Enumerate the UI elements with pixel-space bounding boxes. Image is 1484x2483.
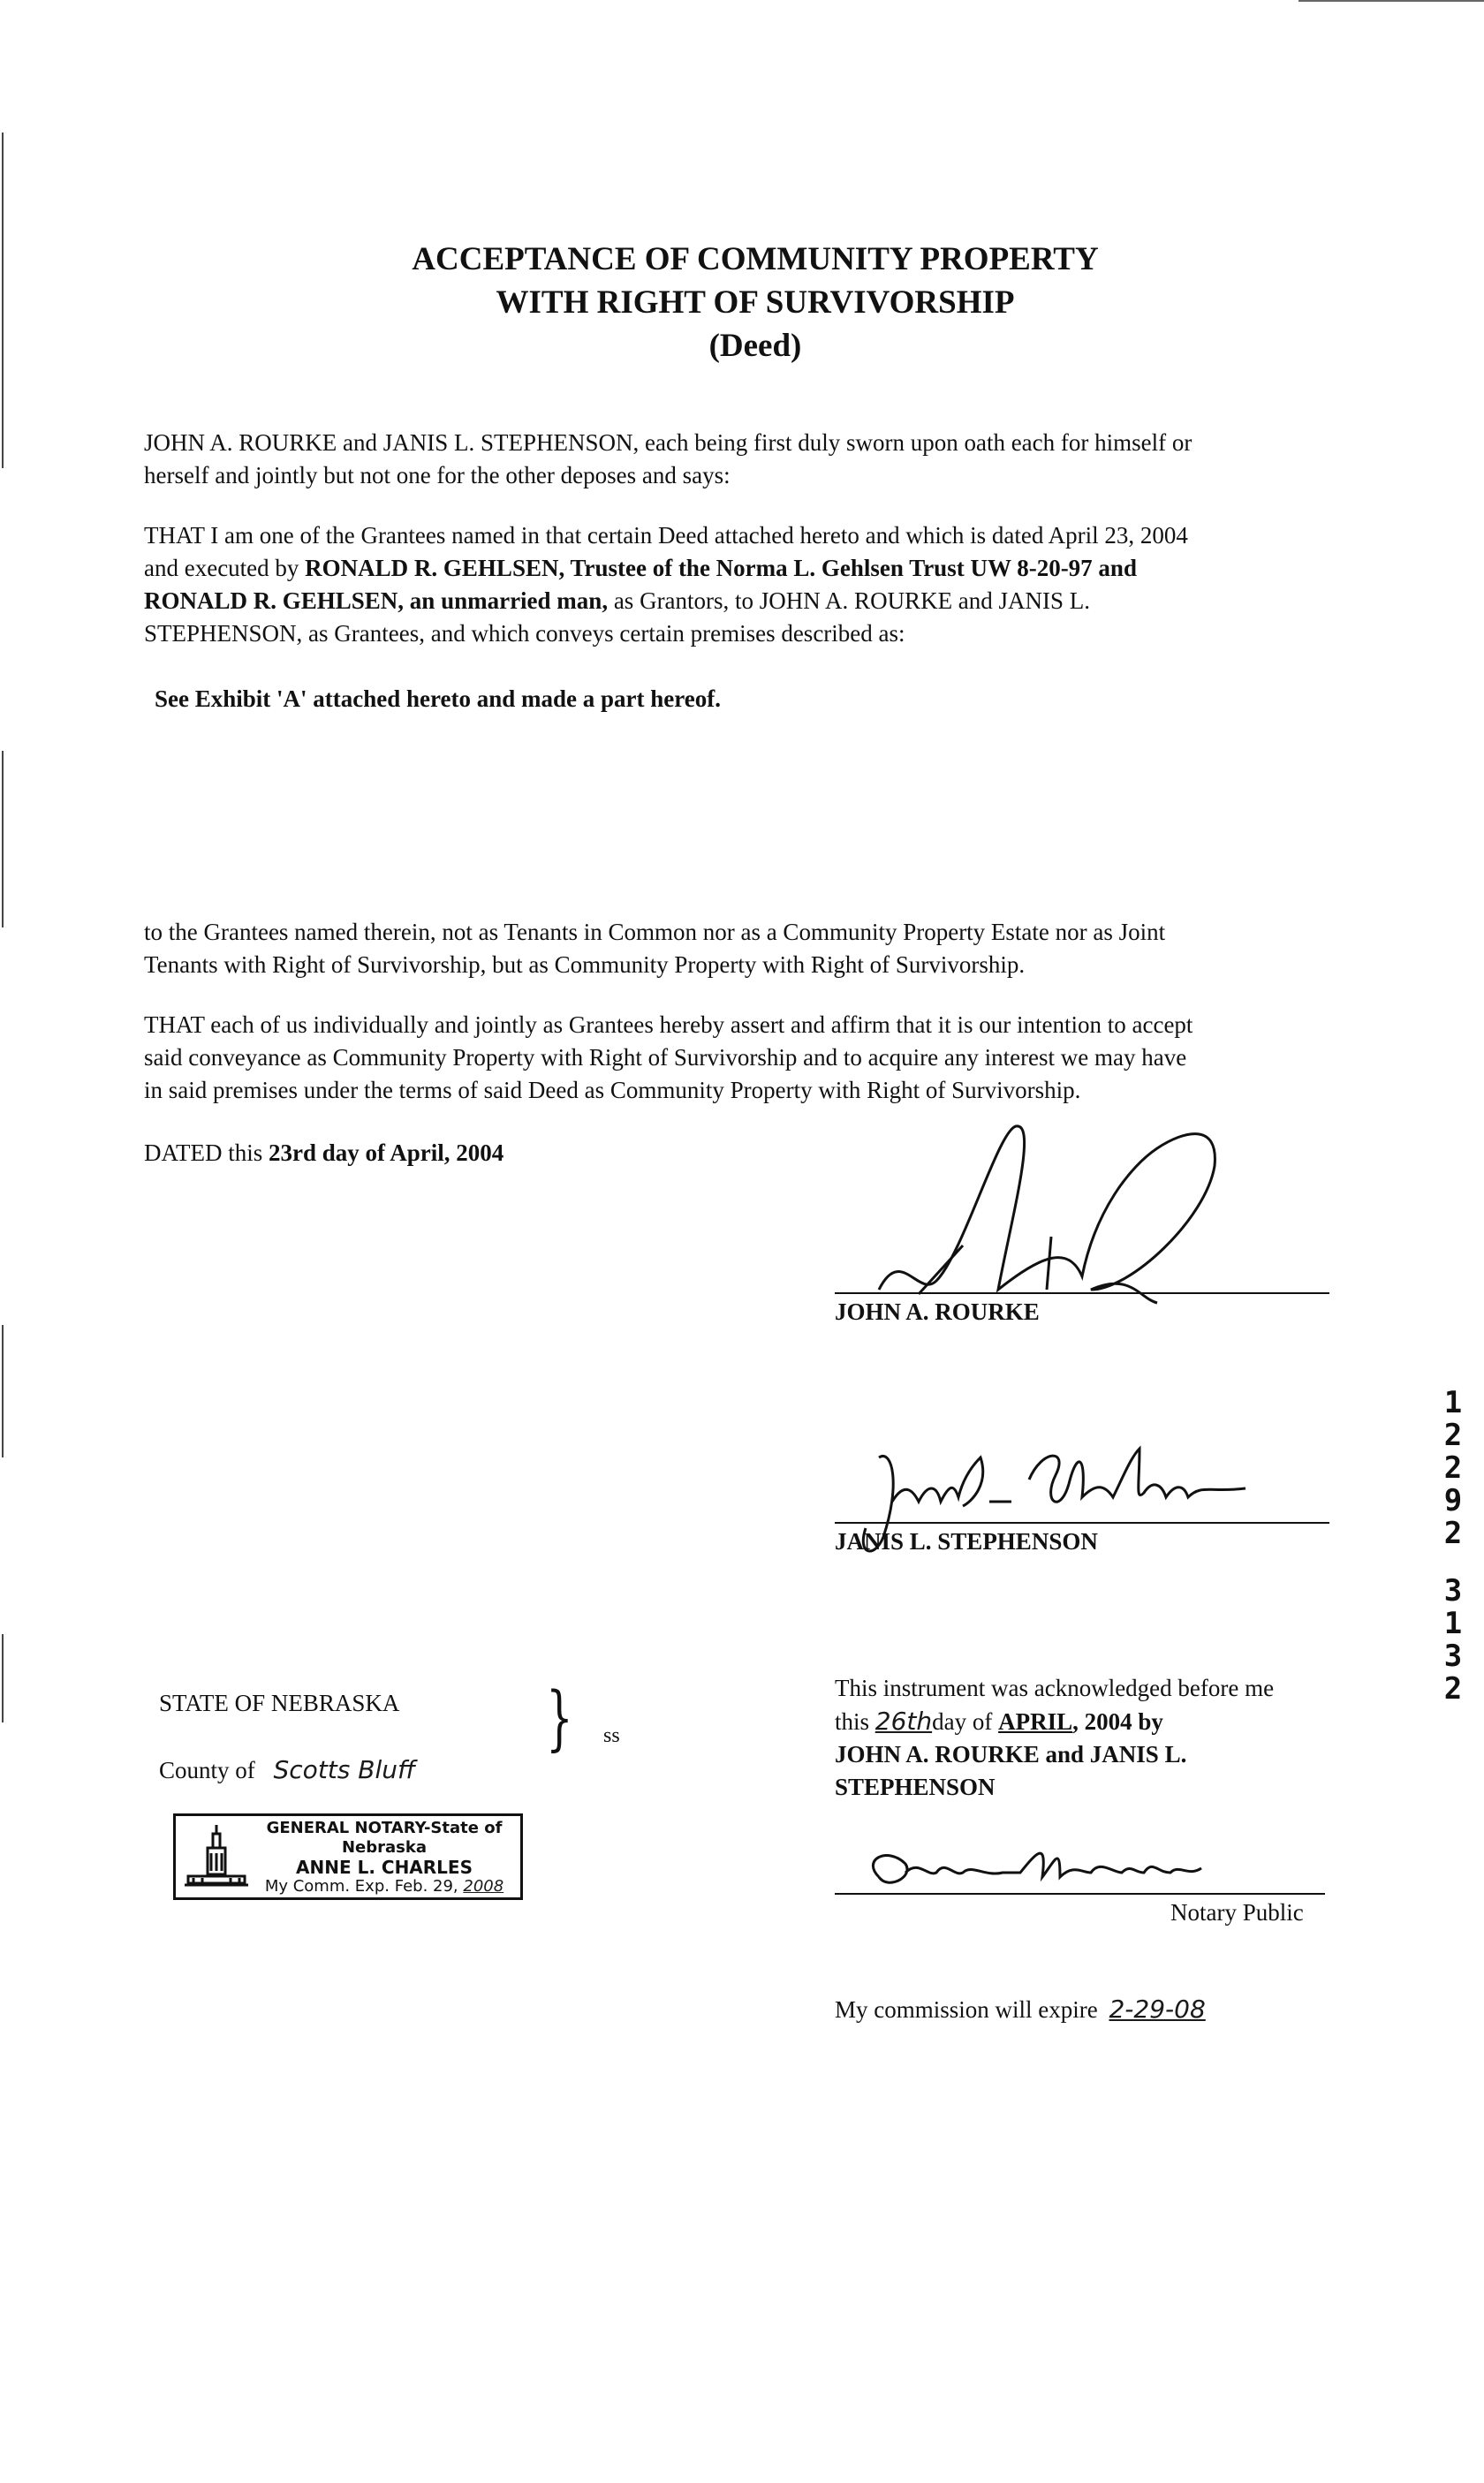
doc-digit: 2 — [1443, 1671, 1463, 1707]
document-title-line3: (Deed) — [708, 328, 802, 364]
ss-label: ss — [603, 1724, 620, 1747]
scan-edge-mark — [2, 1325, 4, 1457]
intro-line: JOHN A. ROURKE and JANIS L. STEPHENSON, each being first duly sworn upon oath each for himself or — [144, 429, 1192, 456]
affirmation-line: THAT each of us individually and jointly as Grantees hereby assert and affirm that it is our intention to accept — [144, 1011, 1193, 1038]
ack-text: day of — [932, 1708, 999, 1735]
stamp-line: GENERAL NOTARY-State of Nebraska — [266, 1819, 503, 1857]
county-label: County of — [159, 1757, 255, 1783]
tenancy-line: to the Grantees named therein, not as Tenants in Common nor as a Community Property Estate nor as Joint — [144, 919, 1166, 945]
tenancy-paragraph — [144, 916, 1381, 981]
notary-seal-stamp — [173, 1813, 523, 1900]
ack-day-handwritten: 26th — [874, 1707, 933, 1736]
notary-public-label: Notary Public — [1170, 1899, 1304, 1926]
document-title-line2: WITH RIGHT OF SURVIVORSHIP — [496, 284, 1015, 321]
signer-name-janis: JANIS L. STEPHENSON — [835, 1528, 1098, 1555]
doc-digit: 1 — [1443, 1385, 1463, 1420]
tenancy-line: Tenants with Right of Survivorship, but as Community Property with Right of Survivorship. — [144, 951, 1026, 978]
ack-names: STEPHENSON — [835, 1774, 996, 1800]
doc-digit: 2 — [1443, 1418, 1463, 1453]
document-title-line1: ACCEPTANCE OF COMMUNITY PROPERTY — [412, 241, 1099, 277]
intro-line: herself and jointly but not one for the other deposes and says: — [144, 462, 731, 488]
acknowledgment-block — [835, 1672, 1274, 1804]
doc-digit: 3 — [1443, 1573, 1463, 1609]
capitol-building-icon — [181, 1821, 252, 1894]
doc-digit: 9 — [1443, 1483, 1463, 1518]
signer-name-john: JOHN A. ROURKE — [835, 1298, 1040, 1325]
state-brace: } — [546, 1677, 573, 1759]
statement-line — [144, 552, 1381, 585]
scan-edge-mark — [2, 1634, 4, 1722]
document-number-vertical — [1438, 1387, 1468, 1706]
statement-text: and executed by — [144, 555, 306, 581]
signature-line-notary — [835, 1893, 1325, 1895]
signature-line-janis — [835, 1522, 1329, 1524]
scan-edge-mark — [2, 751, 4, 927]
doc-digit-gap — [1438, 1550, 1468, 1575]
statement-line: STEPHENSON, as Grantees, and which conveys certain premises described as: — [144, 620, 905, 647]
exhibit-reference: See Exhibit 'A' attached hereto and made a part hereof. — [155, 685, 721, 712]
statement-text: as Grantors, to JOHN A. ROURKE and JANIS L. — [608, 587, 1091, 614]
scan-top-rule — [1298, 0, 1484, 2]
grantor-name: RONALD R. GEHLSEN, an unmarried man, — [144, 587, 609, 614]
affirmation-paragraph — [144, 1009, 1381, 1107]
signature-line-john — [835, 1292, 1329, 1294]
affirmation-line: in said premises under the terms of said Deed as Community Property with Right of Survivorship. — [144, 1077, 1081, 1103]
ack-year: , 2004 by — [1072, 1708, 1163, 1735]
doc-digit: 2 — [1443, 1450, 1463, 1486]
stamp-expiry-text: My Comm. Exp. Feb. 29, — [264, 1877, 464, 1896]
doc-digit: 1 — [1443, 1606, 1463, 1641]
dated-text: DATED this — [144, 1139, 269, 1166]
county-value-handwritten: Scotts Bluff — [273, 1755, 416, 1784]
commission-label: My commission will expire — [835, 1996, 1098, 2023]
grantee-statement-paragraph — [144, 519, 1381, 650]
stamp-notary-name: ANNE L. CHARLES — [296, 1857, 473, 1878]
statement-line — [144, 585, 1381, 617]
dated-date: 23rd day of April, 2004 — [269, 1139, 504, 1166]
county-line — [159, 1755, 415, 1784]
state-label: STATE OF NEBRASKA — [159, 1690, 400, 1716]
affirmation-line: said conveyance as Community Property with Right of Survivorship and to acquire any interest we may have — [144, 1044, 1187, 1071]
ack-line — [835, 1705, 1274, 1738]
doc-digit: 2 — [1443, 1516, 1463, 1551]
stamp-expiry-year: 2008 — [463, 1877, 504, 1896]
commission-date-handwritten: 2-29-08 — [1109, 1995, 1206, 2024]
intro-paragraph — [144, 427, 1381, 492]
doc-digit: 3 — [1443, 1639, 1463, 1674]
grantor-name: RONALD R. GEHLSEN, Trustee of the Norma L. Gehlsen Trust UW 8-20-97 and — [305, 555, 1137, 581]
stamp-line — [255, 1877, 513, 1896]
ack-text: this — [835, 1708, 875, 1735]
commission-line — [835, 1995, 1206, 2024]
ack-line: This instrument was acknowledged before me — [835, 1675, 1275, 1701]
ack-month: APRIL — [998, 1708, 1073, 1735]
ack-names: JOHN A. ROURKE and JANIS L. — [835, 1741, 1187, 1768]
statement-line: THAT I am one of the Grantees named in that certain Deed attached hereto and which is dated April 23, 2004 — [144, 522, 1188, 549]
